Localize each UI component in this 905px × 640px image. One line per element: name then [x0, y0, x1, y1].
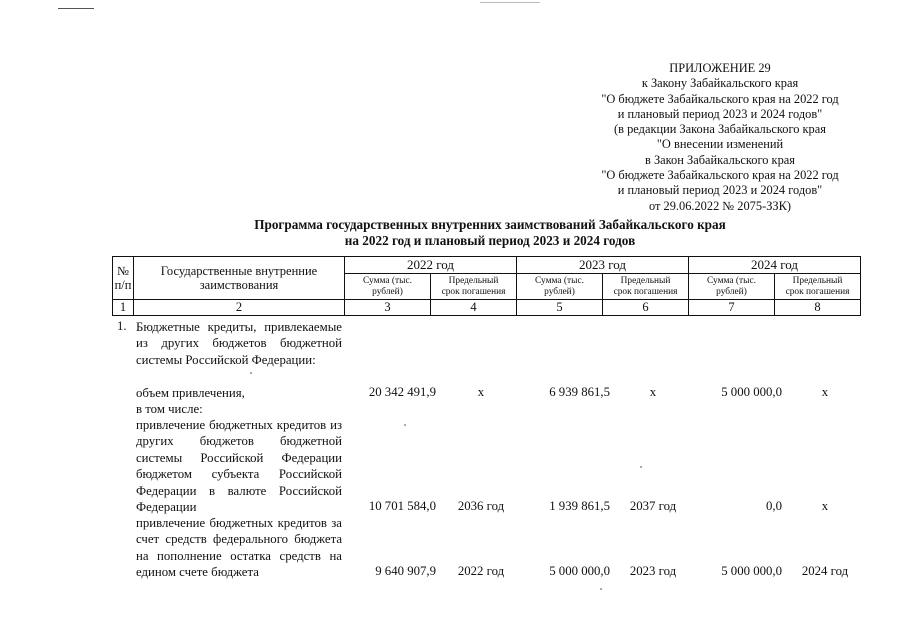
value-2023-term: 2037 год — [629, 499, 677, 513]
value-2022-sum: 9 640 907,9 — [375, 564, 436, 578]
appendix-line: в Закон Забайкальского края — [645, 152, 795, 167]
value-2024-term: x — [821, 499, 829, 513]
appendix-line: ПРИЛОЖЕНИЕ 29 — [669, 61, 771, 75]
row-label: привлечение бюджетных кредитов за счет средств федерального бюджета на пополнение остатка средств на едином счете бюджета — [136, 516, 342, 580]
col-number: 2 — [134, 300, 345, 316]
row-label-including — [136, 401, 342, 417]
value-2022-term: x — [477, 385, 485, 399]
header-sum: Сумма (тыс. рублей) — [517, 274, 603, 300]
value-2024-sum: 5 000 000,0 — [721, 385, 782, 399]
value-2023-sum: 6 939 861,5 — [549, 385, 610, 399]
value-2022-sum: 20 342 491,9 — [368, 385, 436, 399]
header-year-2024: 2024 год — [689, 257, 861, 274]
header-sum: Сумма (тыс. рублей) — [345, 274, 431, 300]
appendix-line: и плановый период 2023 и 2024 годов" — [617, 183, 823, 198]
col-number: 4 — [431, 300, 517, 316]
document-title — [140, 217, 840, 249]
header-term: Предельный срок погашения — [603, 274, 689, 300]
appendix-line: "О бюджете Забайкальского края на 2022 год — [601, 91, 839, 106]
header-sum: Сумма (тыс. рублей) — [689, 274, 775, 300]
value-2024-term: x — [821, 385, 829, 399]
appendix-caption — [520, 61, 905, 214]
title-line-1: Программа государственных внутренних заимствований Забайкальского края — [254, 217, 726, 232]
header-num: № п/п — [113, 257, 134, 300]
scan-speck — [640, 466, 642, 468]
scan-speck — [250, 372, 252, 374]
value-2023-term: x — [649, 385, 657, 399]
appendix-line: и плановый период 2023 и 2024 годов" — [617, 106, 823, 121]
value-2024-sum: 5 000 000,0 — [721, 564, 782, 578]
row-label: в том числе: — [136, 402, 203, 416]
appendix-line: (в редакции Закона Забайкальского края — [614, 122, 826, 137]
row-label-budget-credits — [136, 417, 342, 515]
item-title — [136, 319, 342, 368]
scan-speck — [404, 424, 406, 426]
borrowing-table-header — [112, 256, 861, 316]
value-2023-sum: 5 000 000,0 — [549, 564, 610, 578]
title-line-2: на 2022 год и плановый период 2023 и 2024 годов — [344, 233, 636, 248]
value-2022-term: 2036 год — [457, 499, 505, 513]
row-label-volume — [136, 385, 342, 401]
col-number: 1 — [113, 300, 134, 316]
appendix-line: "О бюджете Забайкальского края на 2022 год — [601, 168, 839, 183]
col-number: 5 — [517, 300, 603, 316]
row-label: привлечение бюджетных кредитов из других бюджетов бюджетной системы Российской Федерации бюджетом субъекта Российской Федерации в валюте Российской Федерации — [136, 418, 342, 515]
item-number: 1. — [117, 319, 127, 333]
row-label: объем привлечения, — [136, 386, 245, 400]
col-number: 7 — [689, 300, 775, 316]
value-2023-sum: 1 939 861,5 — [549, 499, 610, 513]
item-title-text: Бюджетные кредиты, привлекаемые из других бюджетов бюджетной системы Российской Федерации: — [136, 320, 342, 367]
value-2024-sum: 0,0 — [766, 499, 782, 513]
row-label-federal-credits — [136, 515, 342, 581]
value-2022-term: 2022 год — [457, 564, 505, 578]
header-term: Предельный срок погашения — [431, 274, 517, 300]
col-number: 6 — [603, 300, 689, 316]
header-name: Государственные внутренние заимствования — [134, 257, 345, 300]
scan-speck — [600, 588, 602, 590]
header-year-2022: 2022 год — [345, 257, 517, 274]
appendix-line: "О внесении изменений — [656, 137, 784, 152]
value-2024-term: 2024 год — [801, 564, 849, 578]
appendix-line: от 29.06.2022 № 2075-ЗЗК) — [648, 198, 792, 213]
value-2023-term: 2023 год — [629, 564, 677, 578]
value-2022-sum: 10 701 584,0 — [368, 499, 436, 513]
header-year-2023: 2023 год — [517, 257, 689, 274]
col-number: 8 — [775, 300, 861, 316]
col-number: 3 — [345, 300, 431, 316]
appendix-line: к Закону Забайкальского края — [641, 76, 799, 91]
header-term: Предельный срок погашения — [775, 274, 861, 300]
